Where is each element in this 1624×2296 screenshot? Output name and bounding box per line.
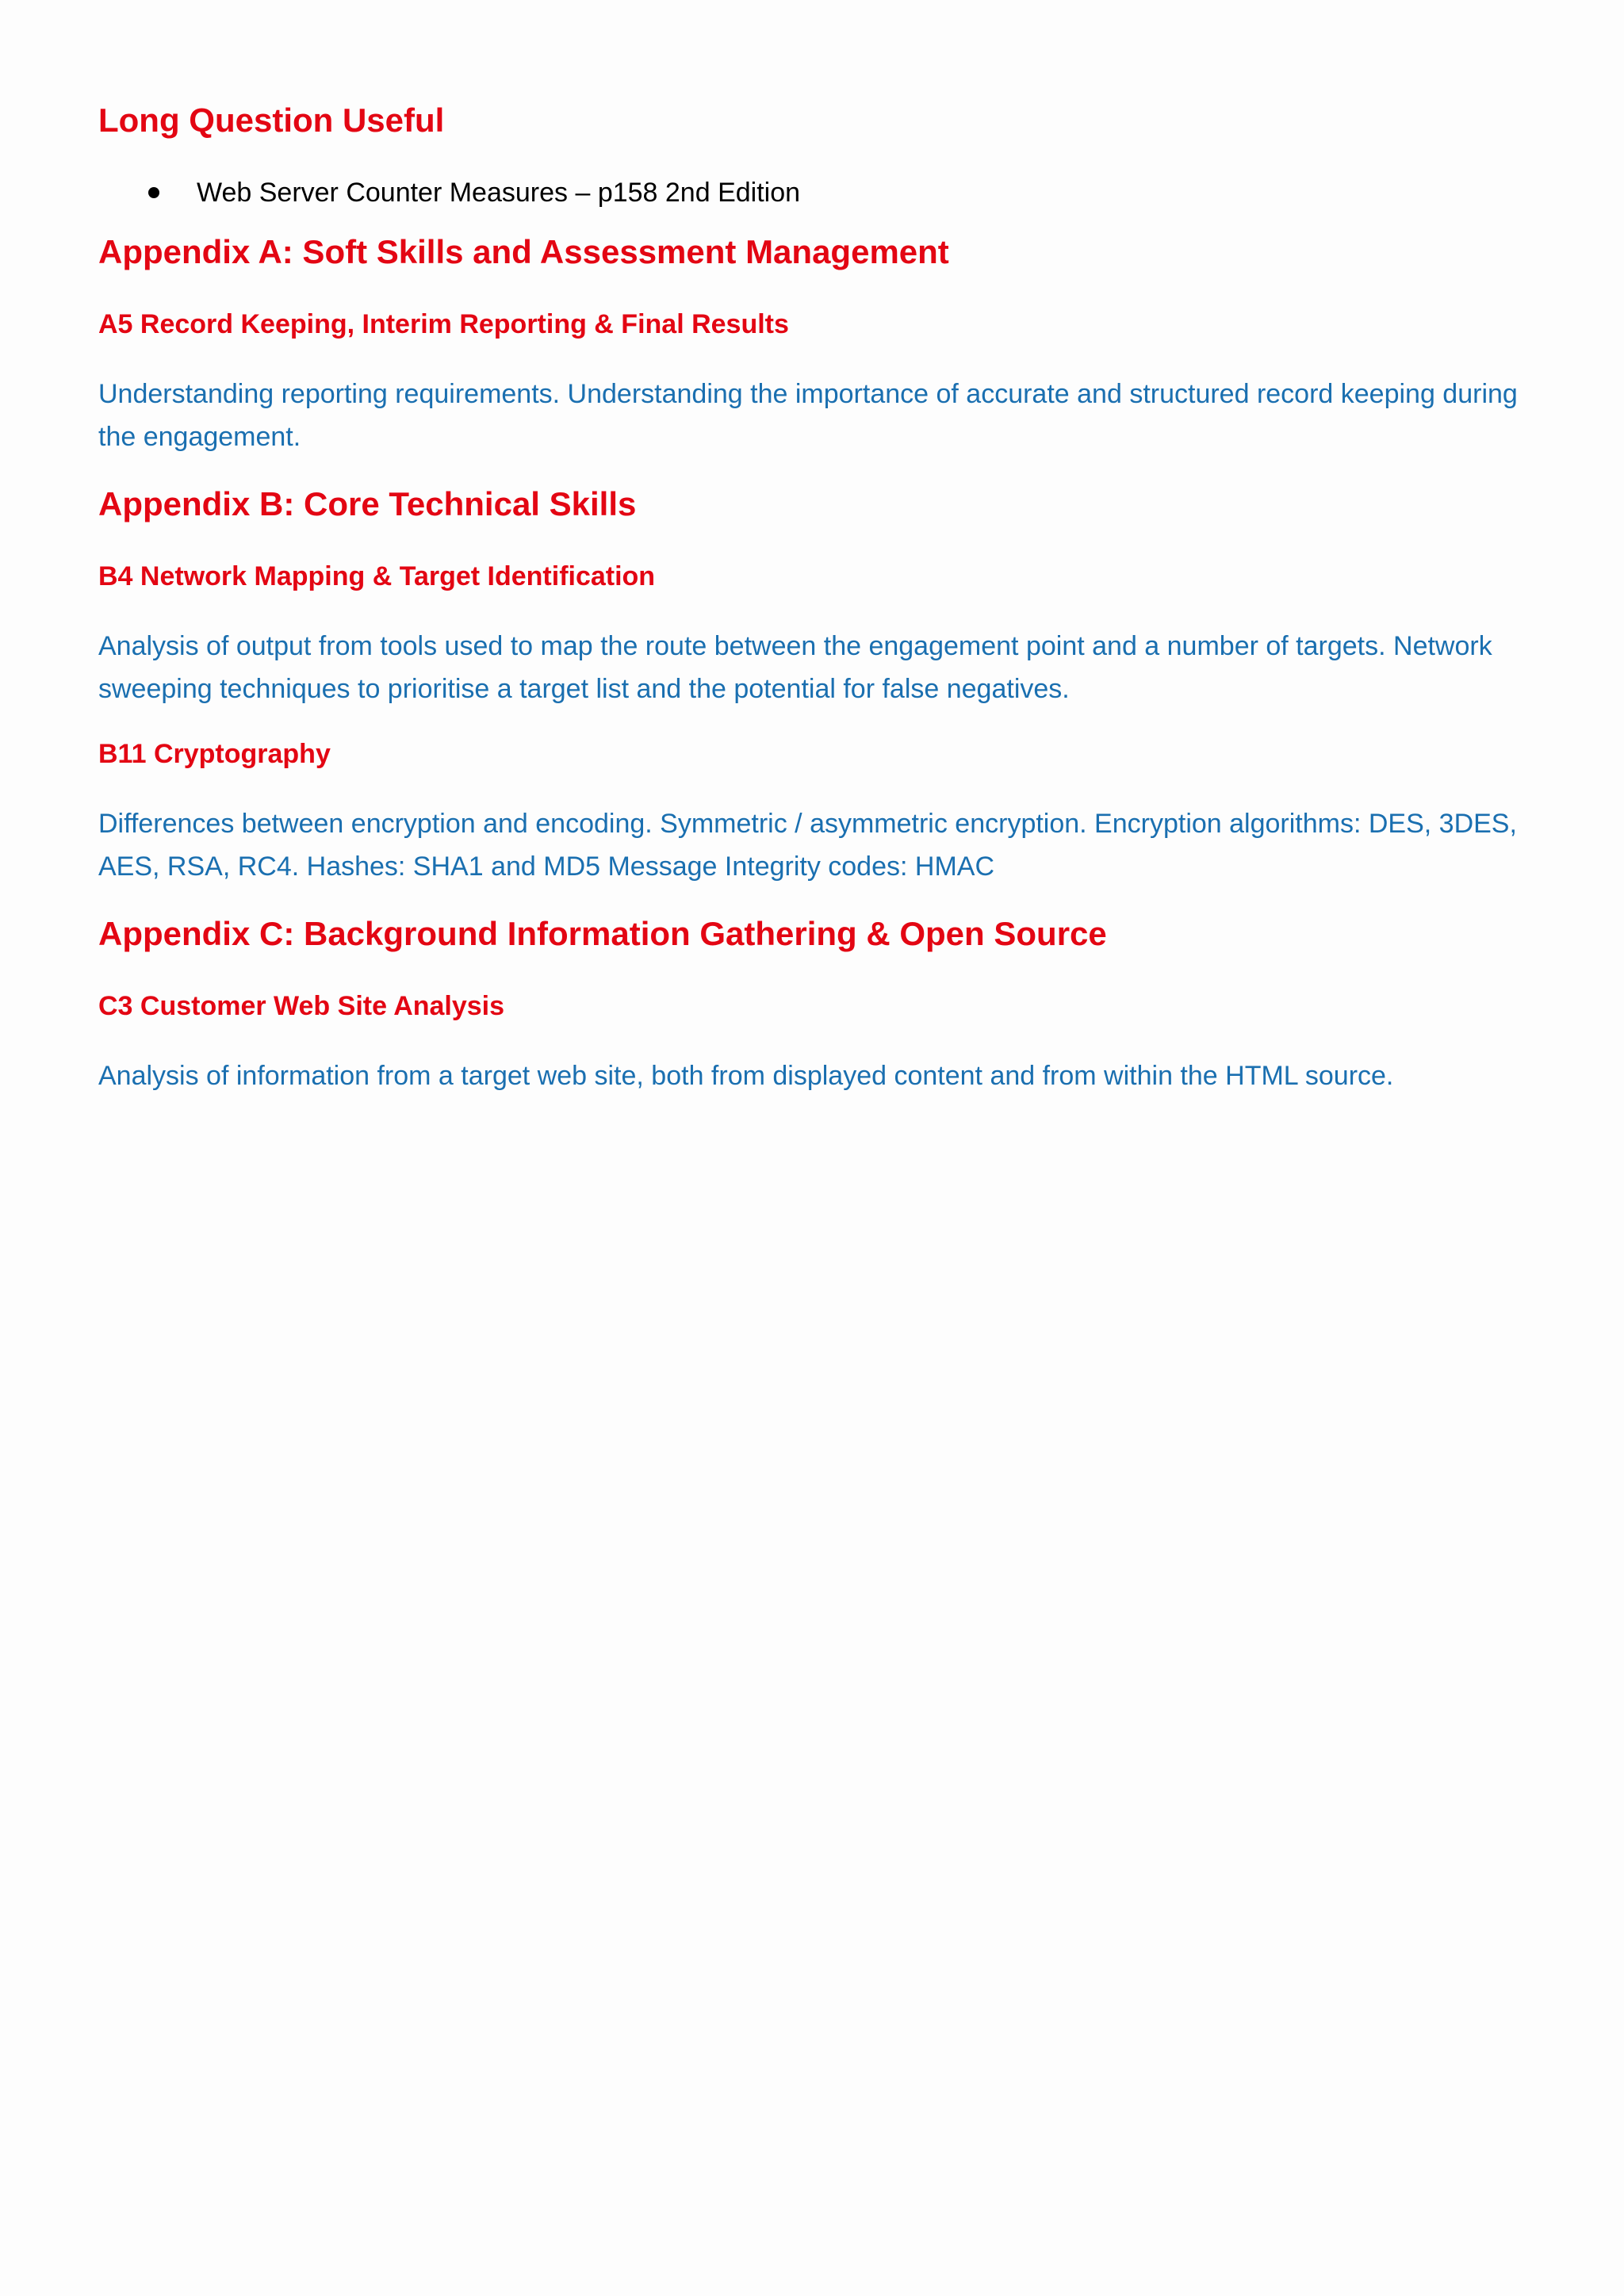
heading-appendix-a: Appendix A: Soft Skills and Assessment Management [98, 233, 949, 270]
list-item [98, 173, 1526, 212]
paragraph-a5: Understanding reporting requirements. Understanding the importance of accurate and structured record keeping during the engagement. [98, 379, 1518, 452]
long-question-list [98, 173, 1526, 212]
heading-appendix-b: Appendix B: Core Technical Skills [98, 485, 637, 522]
list-item-text: Web Server Counter Measures – p158 2nd Edition [197, 178, 801, 208]
subheading-b11: B11 Cryptography [98, 739, 331, 769]
bullet-icon [148, 187, 159, 198]
subheading-c3: C3 Customer Web Site Analysis [98, 991, 505, 1021]
paragraph-b11: Differences between encryption and encoding. Symmetric / asymmetric encryption. Encryption algorithms: DES, 3DES, AES, RSA, RC4. Hashes: SHA1 and MD5 Message Integrity codes: HMAC [98, 809, 1517, 882]
heading-appendix-c: Appendix C: Background Information Gathering & Open Source [98, 915, 1107, 952]
document-content [98, 97, 1526, 1097]
subheading-a5: A5 Record Keeping, Interim Reporting & Final Results [98, 309, 789, 339]
subheading-b4: B4 Network Mapping & Target Identification [98, 561, 656, 591]
paragraph-b4: Analysis of output from tools used to map the route between the engagement point and a number of targets. Network sweeping techniques to prioritise a target list and the potential for false negatives. [98, 631, 1492, 704]
paragraph-c3: Analysis of information from a target web site, both from displayed content and from within the HTML source. [98, 1061, 1394, 1091]
heading-long-question: Long Question Useful [98, 101, 445, 139]
